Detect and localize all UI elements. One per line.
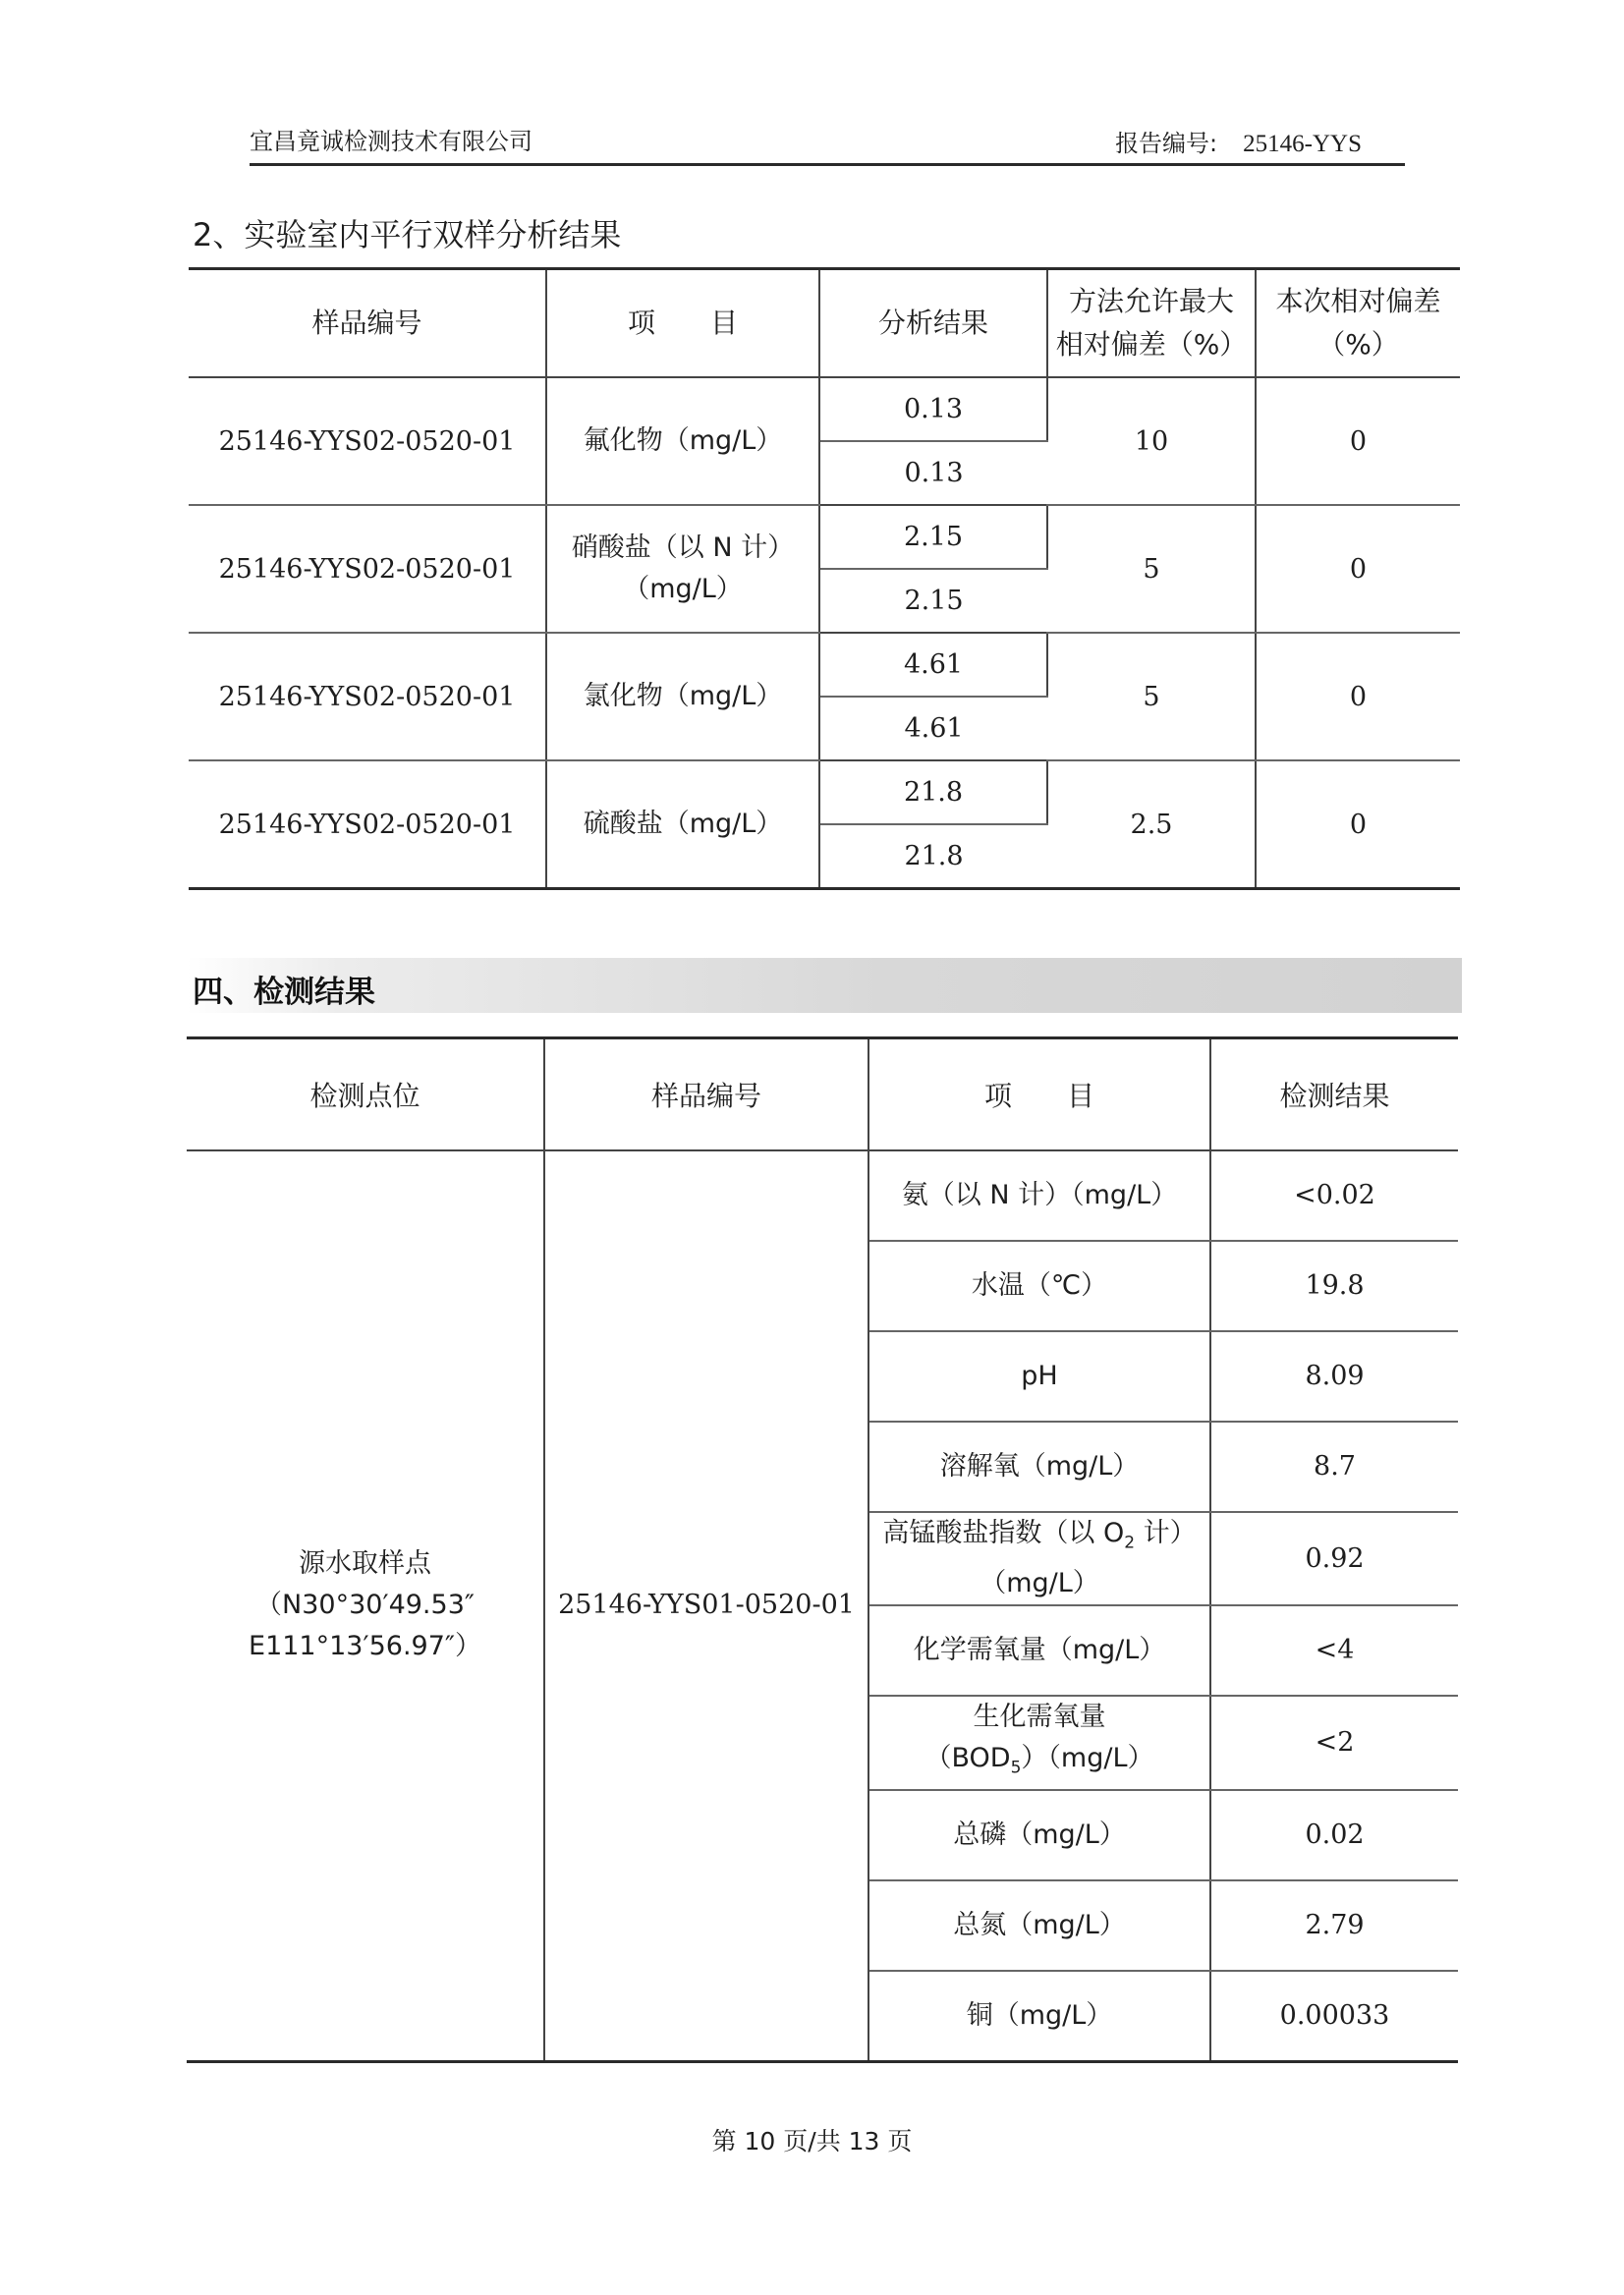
result-cell: 19.8 [1210, 1241, 1458, 1331]
item-cell: 溶解氧（mg/L） [868, 1422, 1210, 1512]
sample-no-cell: 25146-YYS02-0520-01 [189, 760, 546, 889]
page-footer: 第 10 页/共 13 页 [711, 2127, 913, 2155]
result-cell: <2 [1210, 1696, 1458, 1789]
result-cell: 0.13 [819, 441, 1047, 505]
item-line2: （mg/L） [980, 1568, 1099, 1599]
result-cell: 4.61 [819, 697, 1047, 760]
col-max-dev [1047, 269, 1256, 378]
item-text: 高锰酸盐指数（以 O [882, 1518, 1125, 1548]
result-cell: 8.09 [1210, 1331, 1458, 1422]
location-cell [187, 1150, 544, 2061]
item-cell: 氨（以 N 计）（mg/L） [868, 1150, 1210, 1241]
result-cell: 21.8 [819, 824, 1047, 889]
result-cell: 2.79 [1210, 1880, 1458, 1971]
item-cell: 总氮（mg/L） [868, 1880, 1210, 1971]
rel-dev-cell: 0 [1256, 505, 1460, 633]
result-cell: 0.00033 [1210, 1971, 1458, 2062]
location-line2: （N30°30′49.53″ [255, 1590, 475, 1621]
sample-no-cell: 25146-YYS02-0520-01 [189, 633, 546, 760]
table-header-row [189, 269, 1460, 378]
col-sample-no: 样品编号 [544, 1038, 868, 1151]
item-line2-a: （BOD [924, 1743, 1011, 1774]
col-max-dev-line2: 相对偏差（%） [1055, 328, 1248, 361]
table-row [189, 505, 1460, 569]
rel-dev-cell: 0 [1256, 633, 1460, 760]
result-cell: 8.7 [1210, 1422, 1458, 1512]
item-cell: 氟化物（mg/L） [546, 377, 819, 505]
col-rel-dev-line1: 本次相对偏差 [1275, 285, 1441, 317]
item-line2: （mg/L） [623, 574, 743, 604]
report-number [1115, 124, 1362, 158]
item-cell [868, 1512, 1210, 1605]
item-cell: 化学需氧量（mg/L） [868, 1605, 1210, 1696]
item-cell [546, 505, 819, 633]
result-cell: 21.8 [819, 760, 1047, 824]
col-location: 检测点位 [187, 1038, 544, 1151]
item-line1: 生化需氧量 [973, 1702, 1106, 1733]
table-row [189, 377, 1460, 441]
report-number-value: 25146-YYS [1243, 131, 1362, 157]
item-cell: 铜（mg/L） [868, 1971, 1210, 2062]
item-cell: 硫酸盐（mg/L） [546, 760, 819, 889]
col-result: 检测结果 [1210, 1038, 1458, 1151]
item-subscript: 5 [1010, 1758, 1022, 1778]
table-row [189, 633, 1460, 697]
result-cell: <0.02 [1210, 1150, 1458, 1241]
result-cell: 0.02 [1210, 1790, 1458, 1880]
item-cell: 水温（℃） [868, 1241, 1210, 1331]
max-dev-cell: 5 [1047, 633, 1256, 760]
col-item: 项 目 [546, 269, 819, 378]
result-cell: 2.15 [819, 505, 1047, 569]
section-4-title: 四、检测结果 [193, 975, 375, 1010]
item-text-tail: 计） [1135, 1518, 1197, 1548]
page-header [250, 116, 1405, 166]
item-cell [868, 1696, 1210, 1789]
table-row [187, 1150, 1458, 1241]
item-subscript: 2 [1124, 1533, 1136, 1553]
max-dev-cell: 5 [1047, 505, 1256, 633]
sample-no-cell: 25146-YYS02-0520-01 [189, 377, 546, 505]
item-cell: 总磷（mg/L） [868, 1790, 1210, 1880]
table-row [189, 760, 1460, 824]
max-dev-cell: 10 [1047, 377, 1256, 505]
company-name: 宜昌竟诚检测技术有限公司 [250, 128, 532, 155]
item-line2-b: ）（mg/L） [1021, 1743, 1154, 1774]
col-sample-no: 样品编号 [189, 269, 546, 378]
result-cell: <4 [1210, 1605, 1458, 1696]
col-max-dev-line1: 方法允许最大 [1068, 285, 1234, 317]
location-line3: E111°13′56.97″） [249, 1631, 481, 1662]
result-cell: 0.13 [819, 377, 1047, 441]
table-header-row [187, 1038, 1458, 1151]
section-2-title: 2、实验室内平行双样分析结果 [193, 216, 622, 253]
col-rel-dev [1256, 269, 1460, 378]
item-cell: pH [868, 1331, 1210, 1422]
item-cell: 氯化物（mg/L） [546, 633, 819, 760]
result-cell: 0.92 [1210, 1512, 1458, 1605]
sample-no-cell: 25146-YYS02-0520-01 [189, 505, 546, 633]
rel-dev-cell: 0 [1256, 760, 1460, 889]
sample-no-cell: 25146-YYS01-0520-01 [544, 1150, 868, 2061]
section-4-banner [187, 958, 1462, 1013]
location-line1: 源水取样点 [299, 1548, 431, 1580]
max-dev-cell: 2.5 [1047, 760, 1256, 889]
result-cell: 4.61 [819, 633, 1047, 697]
col-result: 分析结果 [819, 269, 1047, 378]
result-cell: 2.15 [819, 569, 1047, 633]
col-item: 项 目 [868, 1038, 1210, 1151]
col-rel-dev-line2: （%） [1317, 328, 1399, 361]
report-number-label: 报告编号: [1115, 130, 1218, 157]
test-results-table [187, 1036, 1458, 2063]
item-line1: 硝酸盐（以 N 计） [571, 532, 795, 563]
rel-dev-cell: 0 [1256, 377, 1460, 505]
parallel-sample-table [189, 267, 1460, 890]
